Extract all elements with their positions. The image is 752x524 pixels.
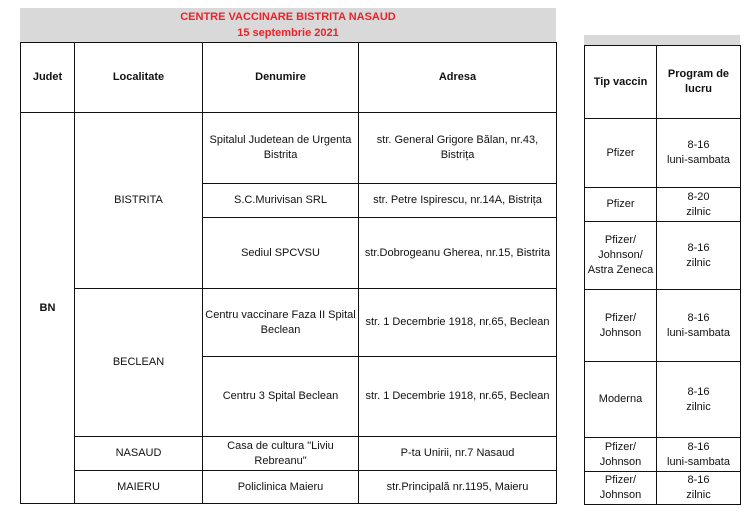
document-title: CENTRE VACCINARE BISTRITA NASAUD [180, 11, 396, 23]
header-judet: Judet [21, 43, 75, 113]
vaccine-type-cell: Pfizer [585, 119, 657, 188]
vaccine-type-cell: Pfizer/ Johnson [585, 438, 657, 472]
title-band [20, 8, 556, 42]
header-row [585, 46, 741, 119]
table-row [585, 362, 741, 438]
denumire-cell: Centru 3 Spital Beclean [203, 357, 359, 437]
vaccination-centers-table [20, 42, 557, 504]
schedule-cell: 8-20 zilnic [657, 188, 741, 222]
adresa-cell: str.Dobrogeanu Gherea, nr.15, Bistrita [359, 218, 557, 289]
denumire-cell: Sediul SPCVSU [203, 218, 359, 289]
header-localitate: Localitate [75, 43, 203, 113]
schedule-cell: 8-16 zilnic [657, 362, 741, 438]
vaccine-type-cell: Pfizer/ Johnson [585, 472, 657, 505]
table-row [585, 222, 741, 290]
localitate-cell: MAIERU [75, 471, 203, 504]
vaccine-type-cell: Pfizer/ Johnson [585, 290, 657, 362]
table-row [21, 289, 557, 357]
vaccine-type-cell: Moderna [585, 362, 657, 438]
header-denumire: Denumire [203, 43, 359, 113]
header-program: Program de lucru [657, 46, 741, 119]
side-title-band [584, 35, 740, 45]
table-row [585, 188, 741, 222]
table-row [21, 471, 557, 504]
denumire-cell: Centru vaccinare Faza II Spital Beclean [203, 289, 359, 357]
adresa-cell: str. General Grigore Bălan, nr.43, Bistrița [359, 113, 557, 184]
table-row [585, 290, 741, 362]
adresa-cell: str. 1 Decembrie 1918, nr.65, Beclean [359, 357, 557, 437]
header-row [21, 43, 557, 113]
denumire-cell: Casa de cultura "Liviu Rebreanu" [203, 437, 359, 471]
localitate-cell: BECLEAN [75, 289, 203, 437]
denumire-cell: Spitalul Judetean de Urgenta Bistrita [203, 113, 359, 184]
table-row [585, 472, 741, 505]
localitate-cell: NASAUD [75, 437, 203, 471]
schedule-cell: 8-16 luni-sambata [657, 119, 741, 188]
schedule-cell: 8-16 zilnic [657, 472, 741, 505]
vaccine-type-cell: Pfizer [585, 188, 657, 222]
schedule-cell: 8-16 zilnic [657, 222, 741, 290]
adresa-cell: str. 1 Decembrie 1918, nr.65, Beclean [359, 289, 557, 357]
denumire-cell: S.C.Murivisan SRL [203, 184, 359, 218]
schedule-cell: 8-16 luni-sambata [657, 290, 741, 362]
judet-cell: BN [21, 113, 75, 504]
vaccine-type-cell: Pfizer/ Johnson/ Astra Zeneca [585, 222, 657, 290]
denumire-cell: Policlinica Maieru [203, 471, 359, 504]
table-row [585, 438, 741, 472]
vaccine-schedule-table [584, 45, 741, 505]
adresa-cell: str.Principală nr.1195, Maieru [359, 471, 557, 504]
adresa-cell: str. Petre Ispirescu, nr.14A, Bistrița [359, 184, 557, 218]
localitate-cell: BISTRITA [75, 113, 203, 289]
header-tip-vaccin: Tip vaccin [585, 46, 657, 119]
table-row [585, 119, 741, 188]
adresa-cell: P-ta Unirii, nr.7 Nasaud [359, 437, 557, 471]
schedule-cell: 8-16 luni-sambata [657, 438, 741, 472]
document-date: 15 septembrie 2021 [237, 27, 339, 39]
table-row [21, 437, 557, 471]
header-adresa: Adresa [359, 43, 557, 113]
table-row [21, 113, 557, 184]
